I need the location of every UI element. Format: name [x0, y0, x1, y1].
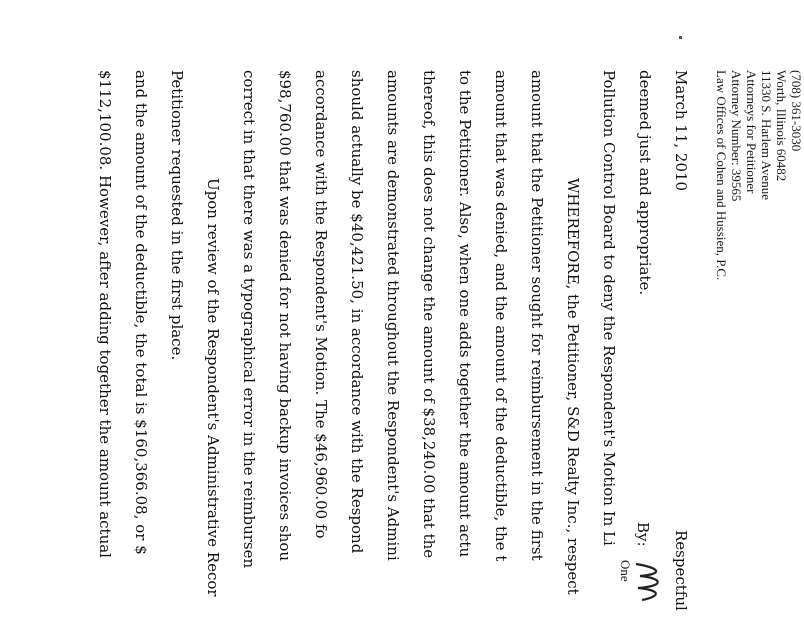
body-line: amount that was denied, and the amount of the deductible, the t — [492, 70, 510, 562]
by-label: By: — [634, 522, 652, 547]
body-line: amounts are demonstrated throughout the Respondent's Admini — [384, 70, 402, 561]
firm-line: Attorney Number: 39565 — [729, 70, 744, 202]
body-line: $112,100.08. However, after adding together the amount actual — [96, 70, 114, 558]
body-line: to the Petitioner. Also, when one adds together the amount actu — [456, 70, 474, 558]
firm-line: 11330 S. Harlem Avenue — [759, 70, 774, 200]
signer-name: One — [618, 560, 633, 582]
closing: Respectful — [672, 530, 690, 611]
body-line: Upon review of the Respondent's Administrative Recor — [204, 178, 222, 597]
body-line: Pollution Control Board to deny the Respondent's Motion In Li — [600, 70, 618, 546]
body-line: should actually be $40,421.50, in accordance with the Respond — [348, 70, 366, 554]
body-line: Petitioner requested in the first place. — [168, 70, 186, 361]
signature-scribble — [630, 560, 670, 604]
body-line: $98,760.00 that was denied for not having backup invoices shou — [276, 70, 294, 562]
body-line: and the amount of the deductible, the total is $160,366.08, or $ — [132, 70, 150, 555]
stray-mark — [679, 36, 682, 39]
body-line: thereof, this does not change the amount of $38,240.00 that the — [420, 70, 438, 559]
body-line: deemed just and appropriate. — [636, 70, 654, 296]
firm-line: Attorneys for Petitioner — [744, 70, 759, 194]
firm-line: Law Offices of Cohen and Hussien, P.C. — [714, 70, 729, 281]
body-line: amount that the Petitioner sought for reimbursement in the first — [528, 70, 546, 561]
date: March 11, 2010 — [672, 70, 690, 192]
firm-line: Worth, Illinois 60482 — [774, 70, 789, 182]
body-line: accordance with the Respondent's Motion. The $46,960.00 fo — [312, 70, 330, 539]
firm-line: (708) 361-3030 — [789, 70, 804, 152]
body-line: correct in that there was a typographical error in the reimbursen — [240, 70, 258, 569]
body-line: WHEREFORE, the Petitioner, S&D Realty Inc., respect — [564, 178, 582, 595]
